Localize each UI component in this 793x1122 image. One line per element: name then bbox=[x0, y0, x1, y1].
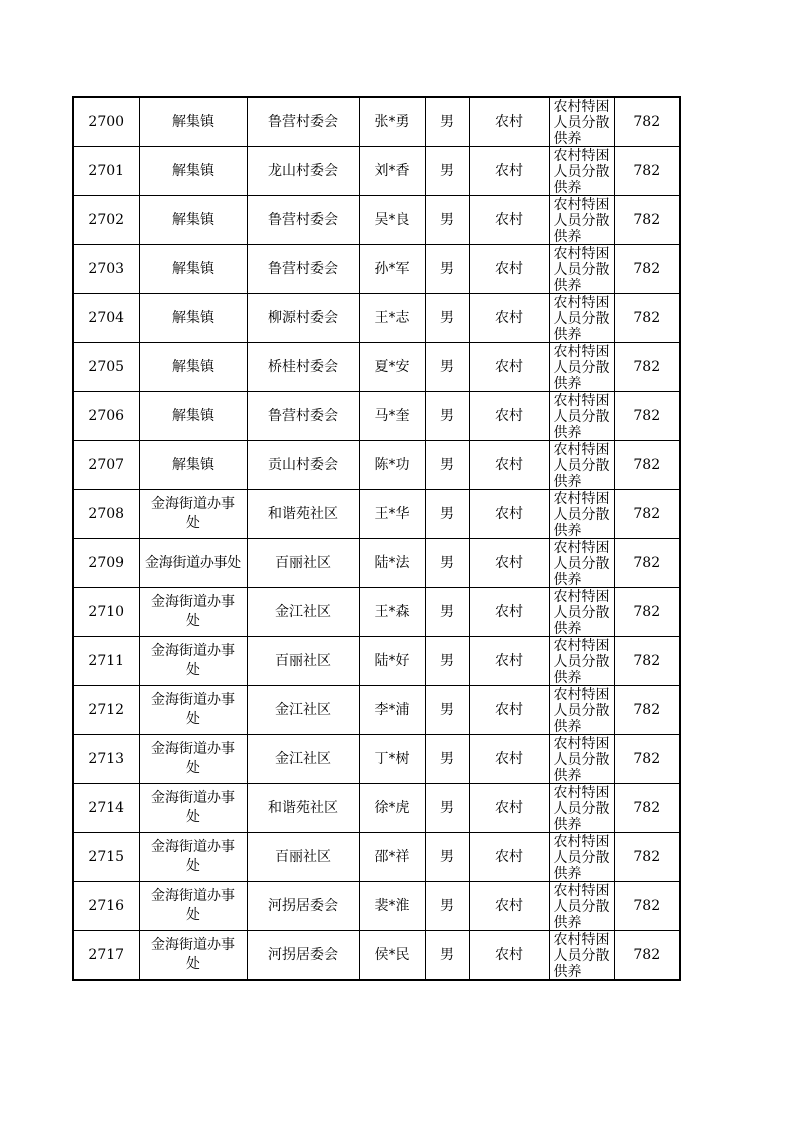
street-cell bbox=[139, 343, 247, 392]
area-cell: 农村 bbox=[469, 441, 549, 490]
serial-number-cell: 2715 bbox=[73, 833, 139, 882]
roster-body bbox=[73, 97, 680, 980]
name-cell: 王*华 bbox=[359, 490, 425, 539]
relief-type-cell-text: 农村特困人员分散供养 bbox=[553, 295, 610, 342]
street-cell-text: 金海街道办事处 bbox=[151, 692, 235, 727]
name-cell: 侯*民 bbox=[359, 931, 425, 981]
amount-cell: 782 bbox=[614, 490, 680, 539]
area-cell: 农村 bbox=[469, 245, 549, 294]
street-cell bbox=[139, 196, 247, 245]
table-row bbox=[73, 294, 680, 343]
gender-cell: 男 bbox=[425, 490, 469, 539]
street-cell-text: 金海街道办事处 bbox=[151, 643, 235, 678]
village-cell: 鲁营村委会 bbox=[247, 392, 359, 441]
village-cell: 鲁营村委会 bbox=[247, 97, 359, 147]
area-cell: 农村 bbox=[469, 294, 549, 343]
gender-cell: 男 bbox=[425, 539, 469, 588]
street-cell-text: 解集镇 bbox=[172, 113, 214, 130]
area-cell: 农村 bbox=[469, 931, 549, 981]
table-row bbox=[73, 539, 680, 588]
name-cell: 夏*安 bbox=[359, 343, 425, 392]
street-cell-text: 金海街道办事处 bbox=[151, 790, 235, 825]
serial-number-cell: 2702 bbox=[73, 196, 139, 245]
table-row bbox=[73, 196, 680, 245]
village-cell: 贡山村委会 bbox=[247, 441, 359, 490]
amount-cell: 782 bbox=[614, 343, 680, 392]
relief-type-cell bbox=[549, 735, 614, 784]
name-cell: 刘*香 bbox=[359, 147, 425, 196]
street-cell-text: 解集镇 bbox=[172, 211, 214, 228]
table-row bbox=[73, 97, 680, 147]
gender-cell: 男 bbox=[425, 147, 469, 196]
serial-number-cell: 2710 bbox=[73, 588, 139, 637]
serial-number-cell: 2713 bbox=[73, 735, 139, 784]
table-row bbox=[73, 343, 680, 392]
relief-type-cell bbox=[549, 97, 614, 147]
relief-type-cell bbox=[549, 833, 614, 882]
area-cell: 农村 bbox=[469, 97, 549, 147]
street-cell bbox=[139, 392, 247, 441]
street-cell bbox=[139, 245, 247, 294]
relief-type-cell bbox=[549, 392, 614, 441]
name-cell: 王*森 bbox=[359, 588, 425, 637]
table-row bbox=[73, 882, 680, 931]
village-cell: 柳源村委会 bbox=[247, 294, 359, 343]
serial-number-cell: 2700 bbox=[73, 97, 139, 147]
street-cell bbox=[139, 637, 247, 686]
relief-type-cell-text: 农村特困人员分散供养 bbox=[553, 932, 610, 979]
area-cell: 农村 bbox=[469, 637, 549, 686]
gender-cell: 男 bbox=[425, 245, 469, 294]
serial-number-cell: 2714 bbox=[73, 784, 139, 833]
area-cell: 农村 bbox=[469, 539, 549, 588]
relief-type-cell-text: 农村特困人员分散供养 bbox=[553, 834, 610, 881]
name-cell: 陆*法 bbox=[359, 539, 425, 588]
area-cell: 农村 bbox=[469, 392, 549, 441]
street-cell bbox=[139, 294, 247, 343]
table-row bbox=[73, 637, 680, 686]
relief-type-cell bbox=[549, 784, 614, 833]
street-cell bbox=[139, 833, 247, 882]
amount-cell: 782 bbox=[614, 784, 680, 833]
area-cell: 农村 bbox=[469, 833, 549, 882]
street-cell bbox=[139, 97, 247, 147]
serial-number-cell: 2717 bbox=[73, 931, 139, 981]
relief-type-cell bbox=[549, 196, 614, 245]
amount-cell: 782 bbox=[614, 441, 680, 490]
street-cell-text: 金海街道办事处 bbox=[151, 594, 235, 629]
relief-type-cell bbox=[549, 686, 614, 735]
relief-type-cell-text: 农村特困人员分散供养 bbox=[553, 785, 610, 832]
serial-number-cell: 2703 bbox=[73, 245, 139, 294]
name-cell: 王*志 bbox=[359, 294, 425, 343]
table-row bbox=[73, 245, 680, 294]
name-cell: 孙*军 bbox=[359, 245, 425, 294]
amount-cell: 782 bbox=[614, 833, 680, 882]
street-cell bbox=[139, 735, 247, 784]
gender-cell: 男 bbox=[425, 735, 469, 784]
table-row bbox=[73, 784, 680, 833]
gender-cell: 男 bbox=[425, 97, 469, 147]
amount-cell: 782 bbox=[614, 735, 680, 784]
street-cell-text: 解集镇 bbox=[172, 407, 214, 424]
street-cell-text: 金海街道办事处 bbox=[151, 741, 235, 776]
name-cell: 马*奎 bbox=[359, 392, 425, 441]
street-cell-text: 解集镇 bbox=[172, 162, 214, 179]
village-cell: 金江社区 bbox=[247, 735, 359, 784]
name-cell: 邵*祥 bbox=[359, 833, 425, 882]
village-cell: 和谐苑社区 bbox=[247, 784, 359, 833]
area-cell: 农村 bbox=[469, 343, 549, 392]
village-cell: 百丽社区 bbox=[247, 833, 359, 882]
gender-cell: 男 bbox=[425, 588, 469, 637]
relief-roster-table bbox=[72, 96, 681, 981]
village-cell: 金江社区 bbox=[247, 588, 359, 637]
gender-cell: 男 bbox=[425, 294, 469, 343]
serial-number-cell: 2705 bbox=[73, 343, 139, 392]
amount-cell: 782 bbox=[614, 539, 680, 588]
relief-type-cell bbox=[549, 882, 614, 931]
area-cell: 农村 bbox=[469, 196, 549, 245]
serial-number-cell: 2709 bbox=[73, 539, 139, 588]
table-row bbox=[73, 931, 680, 981]
amount-cell: 782 bbox=[614, 686, 680, 735]
village-cell: 鲁营村委会 bbox=[247, 196, 359, 245]
area-cell: 农村 bbox=[469, 784, 549, 833]
village-cell: 百丽社区 bbox=[247, 539, 359, 588]
table-row bbox=[73, 735, 680, 784]
amount-cell: 782 bbox=[614, 588, 680, 637]
relief-type-cell-text: 农村特困人员分散供养 bbox=[553, 148, 610, 195]
village-cell: 金江社区 bbox=[247, 686, 359, 735]
relief-type-cell bbox=[549, 490, 614, 539]
serial-number-cell: 2711 bbox=[73, 637, 139, 686]
amount-cell: 782 bbox=[614, 196, 680, 245]
street-cell bbox=[139, 784, 247, 833]
street-cell bbox=[139, 147, 247, 196]
name-cell: 徐*虎 bbox=[359, 784, 425, 833]
street-cell-text: 金海街道办事处 bbox=[151, 496, 235, 531]
gender-cell: 男 bbox=[425, 637, 469, 686]
relief-type-cell bbox=[549, 441, 614, 490]
street-cell bbox=[139, 441, 247, 490]
serial-number-cell: 2716 bbox=[73, 882, 139, 931]
relief-type-cell bbox=[549, 294, 614, 343]
gender-cell: 男 bbox=[425, 686, 469, 735]
relief-type-cell-text: 农村特困人员分散供养 bbox=[553, 687, 610, 734]
village-cell: 河拐居委会 bbox=[247, 882, 359, 931]
relief-type-cell-text: 农村特困人员分散供养 bbox=[553, 344, 610, 391]
area-cell: 农村 bbox=[469, 147, 549, 196]
table-row bbox=[73, 147, 680, 196]
table-row bbox=[73, 686, 680, 735]
village-cell: 河拐居委会 bbox=[247, 931, 359, 981]
serial-number-cell: 2712 bbox=[73, 686, 139, 735]
street-cell-text: 金海街道办事处 bbox=[151, 937, 235, 972]
amount-cell: 782 bbox=[614, 931, 680, 981]
gender-cell: 男 bbox=[425, 833, 469, 882]
area-cell: 农村 bbox=[469, 490, 549, 539]
relief-type-cell bbox=[549, 343, 614, 392]
village-cell: 桥桂村委会 bbox=[247, 343, 359, 392]
relief-type-cell bbox=[549, 931, 614, 981]
relief-type-cell bbox=[549, 147, 614, 196]
village-cell: 龙山村委会 bbox=[247, 147, 359, 196]
relief-type-cell bbox=[549, 539, 614, 588]
relief-type-cell-text: 农村特困人员分散供养 bbox=[553, 197, 610, 244]
amount-cell: 782 bbox=[614, 392, 680, 441]
village-cell: 和谐苑社区 bbox=[247, 490, 359, 539]
amount-cell: 782 bbox=[614, 637, 680, 686]
relief-type-cell-text: 农村特困人员分散供养 bbox=[553, 442, 610, 489]
street-cell bbox=[139, 686, 247, 735]
table-row bbox=[73, 441, 680, 490]
serial-number-cell: 2706 bbox=[73, 392, 139, 441]
table-row bbox=[73, 490, 680, 539]
name-cell: 陆*好 bbox=[359, 637, 425, 686]
amount-cell: 782 bbox=[614, 245, 680, 294]
serial-number-cell: 2708 bbox=[73, 490, 139, 539]
amount-cell: 782 bbox=[614, 147, 680, 196]
area-cell: 农村 bbox=[469, 735, 549, 784]
relief-type-cell-text: 农村特困人员分散供养 bbox=[553, 491, 610, 538]
name-cell: 陈*功 bbox=[359, 441, 425, 490]
relief-type-cell-text: 农村特困人员分散供养 bbox=[553, 540, 610, 587]
table-row bbox=[73, 833, 680, 882]
amount-cell: 782 bbox=[614, 294, 680, 343]
street-cell bbox=[139, 882, 247, 931]
name-cell: 裴*淮 bbox=[359, 882, 425, 931]
relief-type-cell bbox=[549, 588, 614, 637]
name-cell: 李*浦 bbox=[359, 686, 425, 735]
serial-number-cell: 2701 bbox=[73, 147, 139, 196]
gender-cell: 男 bbox=[425, 441, 469, 490]
street-cell bbox=[139, 931, 247, 981]
relief-type-cell bbox=[549, 245, 614, 294]
relief-type-cell-text: 农村特困人员分散供养 bbox=[553, 736, 610, 783]
gender-cell: 男 bbox=[425, 196, 469, 245]
table-row bbox=[73, 588, 680, 637]
relief-type-cell bbox=[549, 637, 614, 686]
street-cell-text: 解集镇 bbox=[172, 309, 214, 326]
street-cell bbox=[139, 539, 247, 588]
name-cell: 张*勇 bbox=[359, 97, 425, 147]
serial-number-cell: 2707 bbox=[73, 441, 139, 490]
village-cell: 百丽社区 bbox=[247, 637, 359, 686]
name-cell: 丁*树 bbox=[359, 735, 425, 784]
gender-cell: 男 bbox=[425, 343, 469, 392]
gender-cell: 男 bbox=[425, 882, 469, 931]
relief-type-cell-text: 农村特困人员分散供养 bbox=[553, 883, 610, 930]
relief-type-cell-text: 农村特困人员分散供养 bbox=[553, 393, 610, 440]
gender-cell: 男 bbox=[425, 392, 469, 441]
relief-type-cell-text: 农村特困人员分散供养 bbox=[553, 638, 610, 685]
relief-type-cell-text: 农村特困人员分散供养 bbox=[553, 246, 610, 293]
street-cell-text: 解集镇 bbox=[172, 358, 214, 375]
name-cell: 吴*良 bbox=[359, 196, 425, 245]
serial-number-cell: 2704 bbox=[73, 294, 139, 343]
street-cell-text: 金海街道办事处 bbox=[145, 554, 241, 571]
street-cell bbox=[139, 588, 247, 637]
street-cell-text: 金海街道办事处 bbox=[151, 839, 235, 874]
table-row bbox=[73, 392, 680, 441]
amount-cell: 782 bbox=[614, 882, 680, 931]
area-cell: 农村 bbox=[469, 686, 549, 735]
village-cell: 鲁营村委会 bbox=[247, 245, 359, 294]
relief-type-cell-text: 农村特困人员分散供养 bbox=[553, 99, 610, 146]
gender-cell: 男 bbox=[425, 784, 469, 833]
street-cell-text: 解集镇 bbox=[172, 260, 214, 277]
street-cell-text: 解集镇 bbox=[172, 456, 214, 473]
area-cell: 农村 bbox=[469, 588, 549, 637]
relief-type-cell-text: 农村特困人员分散供养 bbox=[553, 589, 610, 636]
gender-cell: 男 bbox=[425, 931, 469, 981]
street-cell bbox=[139, 490, 247, 539]
amount-cell: 782 bbox=[614, 97, 680, 147]
area-cell: 农村 bbox=[469, 882, 549, 931]
street-cell-text: 金海街道办事处 bbox=[151, 888, 235, 923]
